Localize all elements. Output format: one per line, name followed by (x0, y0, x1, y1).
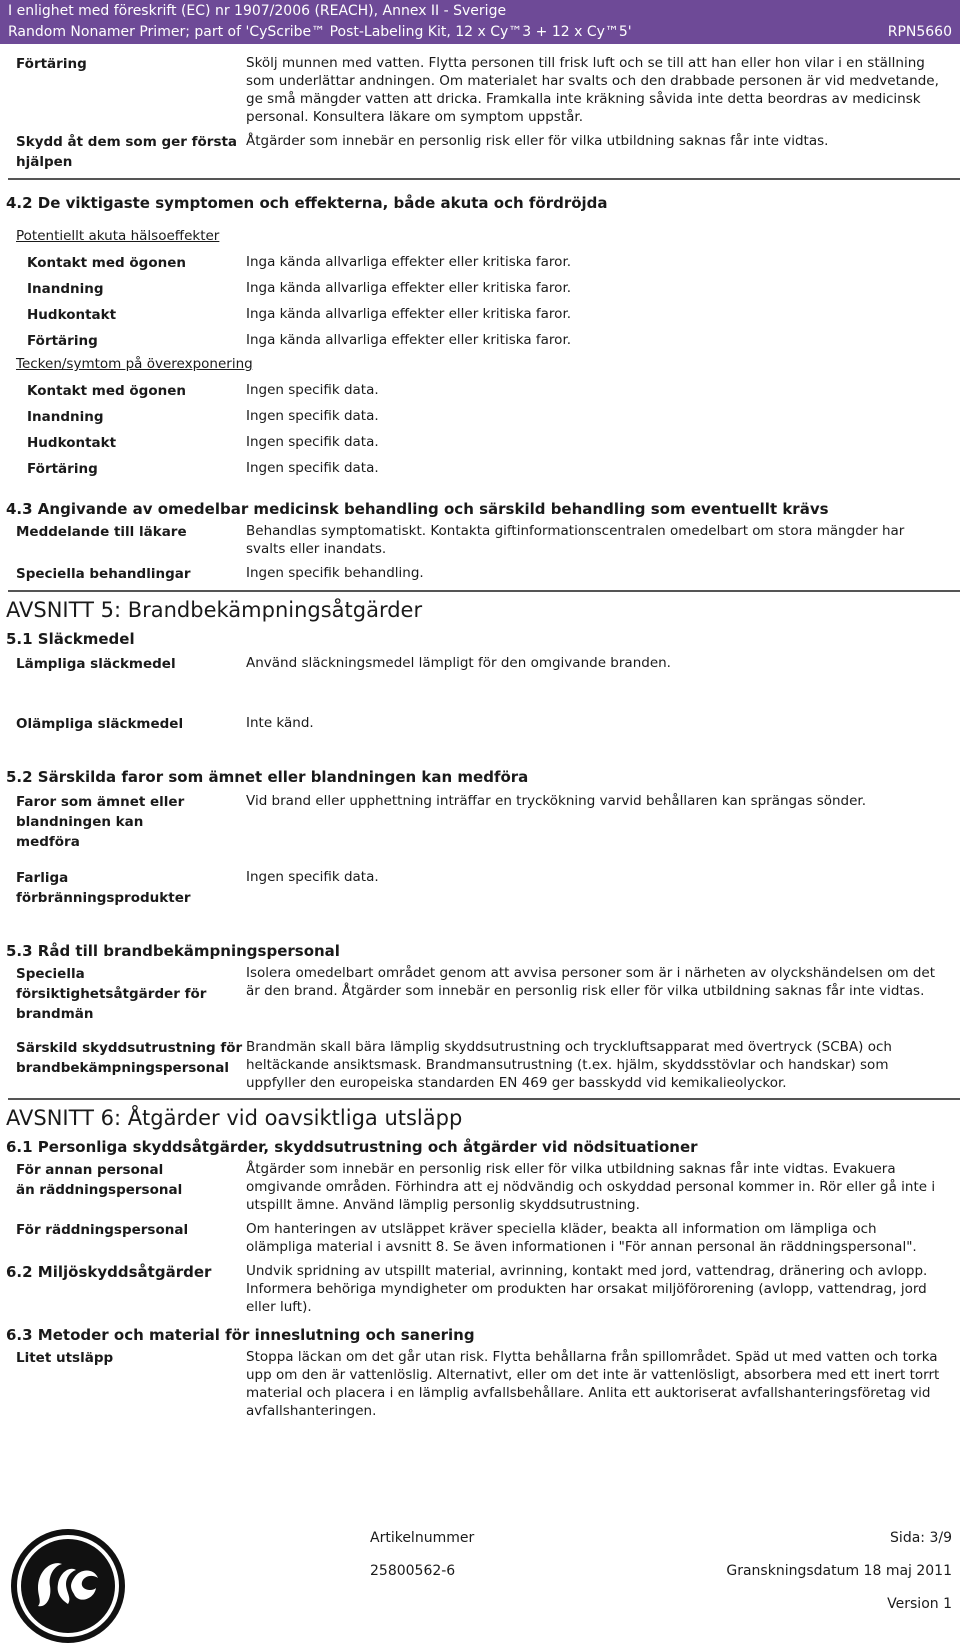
row-label: Kontakt med ögonen (27, 255, 186, 271)
responders-row (0, 1218, 960, 1258)
row-value: Åtgärder som innebär en personlig risk eller för vilka utbildning saknas får inte vidtas. (246, 133, 829, 149)
section-5-title: AVSNITT 5: Brandbekämpningsåtgärder (6, 598, 423, 622)
firefighter-precaution-row (0, 962, 960, 1026)
acute-row (0, 328, 960, 354)
document-header (0, 0, 960, 44)
row-value: Använd släckningsmedel lämpligt för den omgivande branden. (246, 655, 671, 671)
overexposure-heading: Tecken/symtom på överexponering (16, 356, 253, 372)
row-value: Inte känd. (246, 715, 314, 731)
divider (8, 1098, 960, 1100)
row-label: Skydd åt dem som ger första hjälpen (16, 134, 238, 170)
combustion-row (0, 866, 960, 910)
row-value: Vid brand eller upphettning inträffar en tryckökning varvid behållaren kan sprängas sönder. (246, 793, 867, 809)
section-6-2-title: 6.2 Miljöskyddsåtgärder (6, 1263, 212, 1281)
overexposure-row (0, 456, 960, 482)
row-label: Kontakt med ögonen (27, 383, 186, 399)
unsuitable-media-row (0, 712, 960, 736)
row-value: Ingen specifik data. (246, 460, 379, 476)
divider (8, 590, 960, 592)
ge-logo (8, 1526, 128, 1646)
row-label: Förtäring (16, 56, 87, 72)
overexposure-row (0, 430, 960, 456)
row-value: Inga kända allvarliga effekter eller kritiska faror. (246, 254, 572, 270)
row-label: Meddelande till läkare (16, 524, 187, 540)
article-number: 25800562-6 (370, 1563, 456, 1579)
row-label: Inandning (27, 409, 104, 425)
small-spill-row (0, 1346, 960, 1422)
row-label: Faror som ämnet eller blandningen kan medföra (16, 794, 185, 850)
row-label: Lämpliga släckmedel (16, 656, 176, 672)
row-value: Brandmän skall bära lämplig skyddsutrustning och tryckluftsapparat med övertryck (SCBA) och heltäckande ansiktsmask. Brandmansutrustning (t.ex. hjälm, skyddsstövlar och handskar) som uppfyller den europeiska standarden EN 469 ger basskydd vid kemikalieolyckor. (246, 1039, 892, 1091)
product-line: Random Nonamer Primer; part of 'CyScribe™ Post-Labeling Kit, 12 x Cy™3 + 12 x Cy™5' (8, 24, 632, 40)
row-label: Särskild skyddsutrustning för brandbekämpningspersonal (16, 1040, 243, 1076)
hazard-row (0, 790, 960, 854)
row-label: För annan personal än räddningspersonal (16, 1162, 183, 1198)
row-label: Inandning (27, 281, 104, 297)
article-label: Artikelnummer (370, 1530, 475, 1546)
section-5-3-title: 5.3 Råd till brandbekämpningspersonal (6, 942, 340, 960)
section-4-2-title: 4.2 De viktigaste symptomen och effekterna, både akuta och fördröjda (6, 194, 608, 212)
row-value: Behandlas symptomatiskt. Kontakta giftinformationscentralen omedelbart om stora mängder har svalts eller inandats. (246, 523, 905, 557)
row-label: Hudkontakt (27, 307, 117, 323)
review-date: Granskningsdatum 18 maj 2011 (726, 1563, 952, 1579)
row-value: Undvik spridning av utspillt material, avrinning, kontakt med jord, vattendrag, dränering och avlopp. Informera behöriga myndigheter om produkten har orsakat miljöförorening (avlopp, vattendrag, jord eller luft). (246, 1263, 928, 1315)
row-label: För räddningspersonal (16, 1222, 189, 1238)
row-value: Ingen specifik behandling. (246, 565, 424, 581)
overexposure-row (0, 378, 960, 404)
first-aid-protect-row (0, 130, 960, 174)
physician-note-row (0, 520, 960, 560)
acute-row (0, 250, 960, 276)
row-label: Speciella behandlingar (16, 566, 191, 582)
firefighter-equipment-row (0, 1036, 960, 1094)
version: Version 1 (887, 1596, 952, 1612)
row-value: Ingen specifik data. (246, 434, 379, 450)
row-value: Ingen specifik data. (246, 869, 379, 885)
section-6-title: AVSNITT 6: Åtgärder vid oavsiktliga utsläpp (6, 1106, 463, 1130)
row-value: Isolera omedelbart området genom att avvisa personer som är i närheten av olyckshändelsen om det är den brand. Åtgärder som innebär en personlig risk eller för vilka utbildning saknas får inte vidtas. (246, 965, 935, 999)
suitable-media-row (0, 652, 960, 676)
document-body (0, 44, 960, 1422)
section-6-1-title: 6.1 Personliga skyddsåtgärder, skyddsutrustning och åtgärder vid nödsituationer (6, 1138, 698, 1156)
row-label: Olämpliga släckmedel (16, 716, 184, 732)
row-label: Hudkontakt (27, 435, 117, 451)
section-5-2-title: 5.2 Särskilda faror som ämnet eller blandningen kan medföra (6, 768, 529, 786)
acute-row (0, 276, 960, 302)
regulation-line: I enlighet med föreskrift (EC) nr 1907/2006 (REACH), Annex II - Sverige (8, 3, 507, 19)
non-emergency-row (0, 1158, 960, 1216)
row-value: Skölj munnen med vatten. Flytta personen till frisk luft och se till att han eller hon vilar i en ställning som underlättar andningen. Om materialet har svalts och den drabbade personen är vid medvetande, ge små mängder vatten att dricka. Framkalla inte kräkning såvida inte detta beordras av medicinsk personal. Konsultera läkare om symptom uppstår. (246, 55, 939, 125)
environment-row (0, 1260, 960, 1318)
acute-effects-heading: Potentiellt akuta hälsoeffekter (16, 228, 220, 244)
row-value: Ingen specifik data. (246, 382, 379, 398)
row-label: Litet utsläpp (16, 1350, 114, 1366)
row-label: Förtäring (27, 461, 98, 477)
acute-row (0, 302, 960, 328)
row-value: Ingen specifik data. (246, 408, 379, 424)
row-label: Förtäring (27, 333, 98, 349)
section-6-3-title: 6.3 Metoder och material för inneslutning och sanering (6, 1326, 475, 1344)
section-4-3-title: 4.3 Angivande av omedelbar medicinsk behandling och särskild behandling som eventuellt krävs (6, 500, 829, 518)
section-5-1-title: 5.1 Släckmedel (6, 630, 135, 648)
divider (8, 178, 960, 180)
row-label: Farliga förbränningsprodukter (16, 870, 191, 906)
overexposure-row (0, 404, 960, 430)
product-code: RPN5660 (887, 24, 952, 40)
row-value: Om hanteringen av utsläppet kräver speciella kläder, beakta all information om lämpliga och olämpliga material i avsnitt 8. Se även informationen i "För annan personal än räddningspersonal". (246, 1221, 917, 1255)
row-value: Inga kända allvarliga effekter eller kritiska faror. (246, 280, 572, 296)
page-number: Sida: 3/9 (890, 1530, 952, 1546)
row-label: Speciella försiktighetsåtgärder för brandmän (16, 966, 207, 1022)
row-value: Åtgärder som innebär en personlig risk eller för vilka utbildning saknas får inte vidtas. Evakuera omgivande områden. Förhindra att ej nödvändig och oskyddad personal kommer in. Rör eller gå inte i utspillt ämne. Använd lämplig personlig skyddsutrustning. (246, 1161, 936, 1213)
row-value: Inga kända allvarliga effekter eller kritiska faror. (246, 306, 572, 322)
first-aid-intake-row (0, 52, 960, 128)
special-treatment-row (0, 562, 960, 586)
row-value: Stoppa läckan om det går utan risk. Flytta behållarna från spillområdet. Späd ut med vatten och torka upp om den är vattenlöslig. Alternativt, eller om det inte är vattenlösligt, absorbera med ett inert torrt material och placera i en lämplig avfallsbehållare. Anlita ett auktoriserat avfallshanteringsföretag vid avfallshanteringen. (246, 1349, 940, 1419)
row-value: Inga kända allvarliga effekter eller kritiska faror. (246, 332, 572, 348)
